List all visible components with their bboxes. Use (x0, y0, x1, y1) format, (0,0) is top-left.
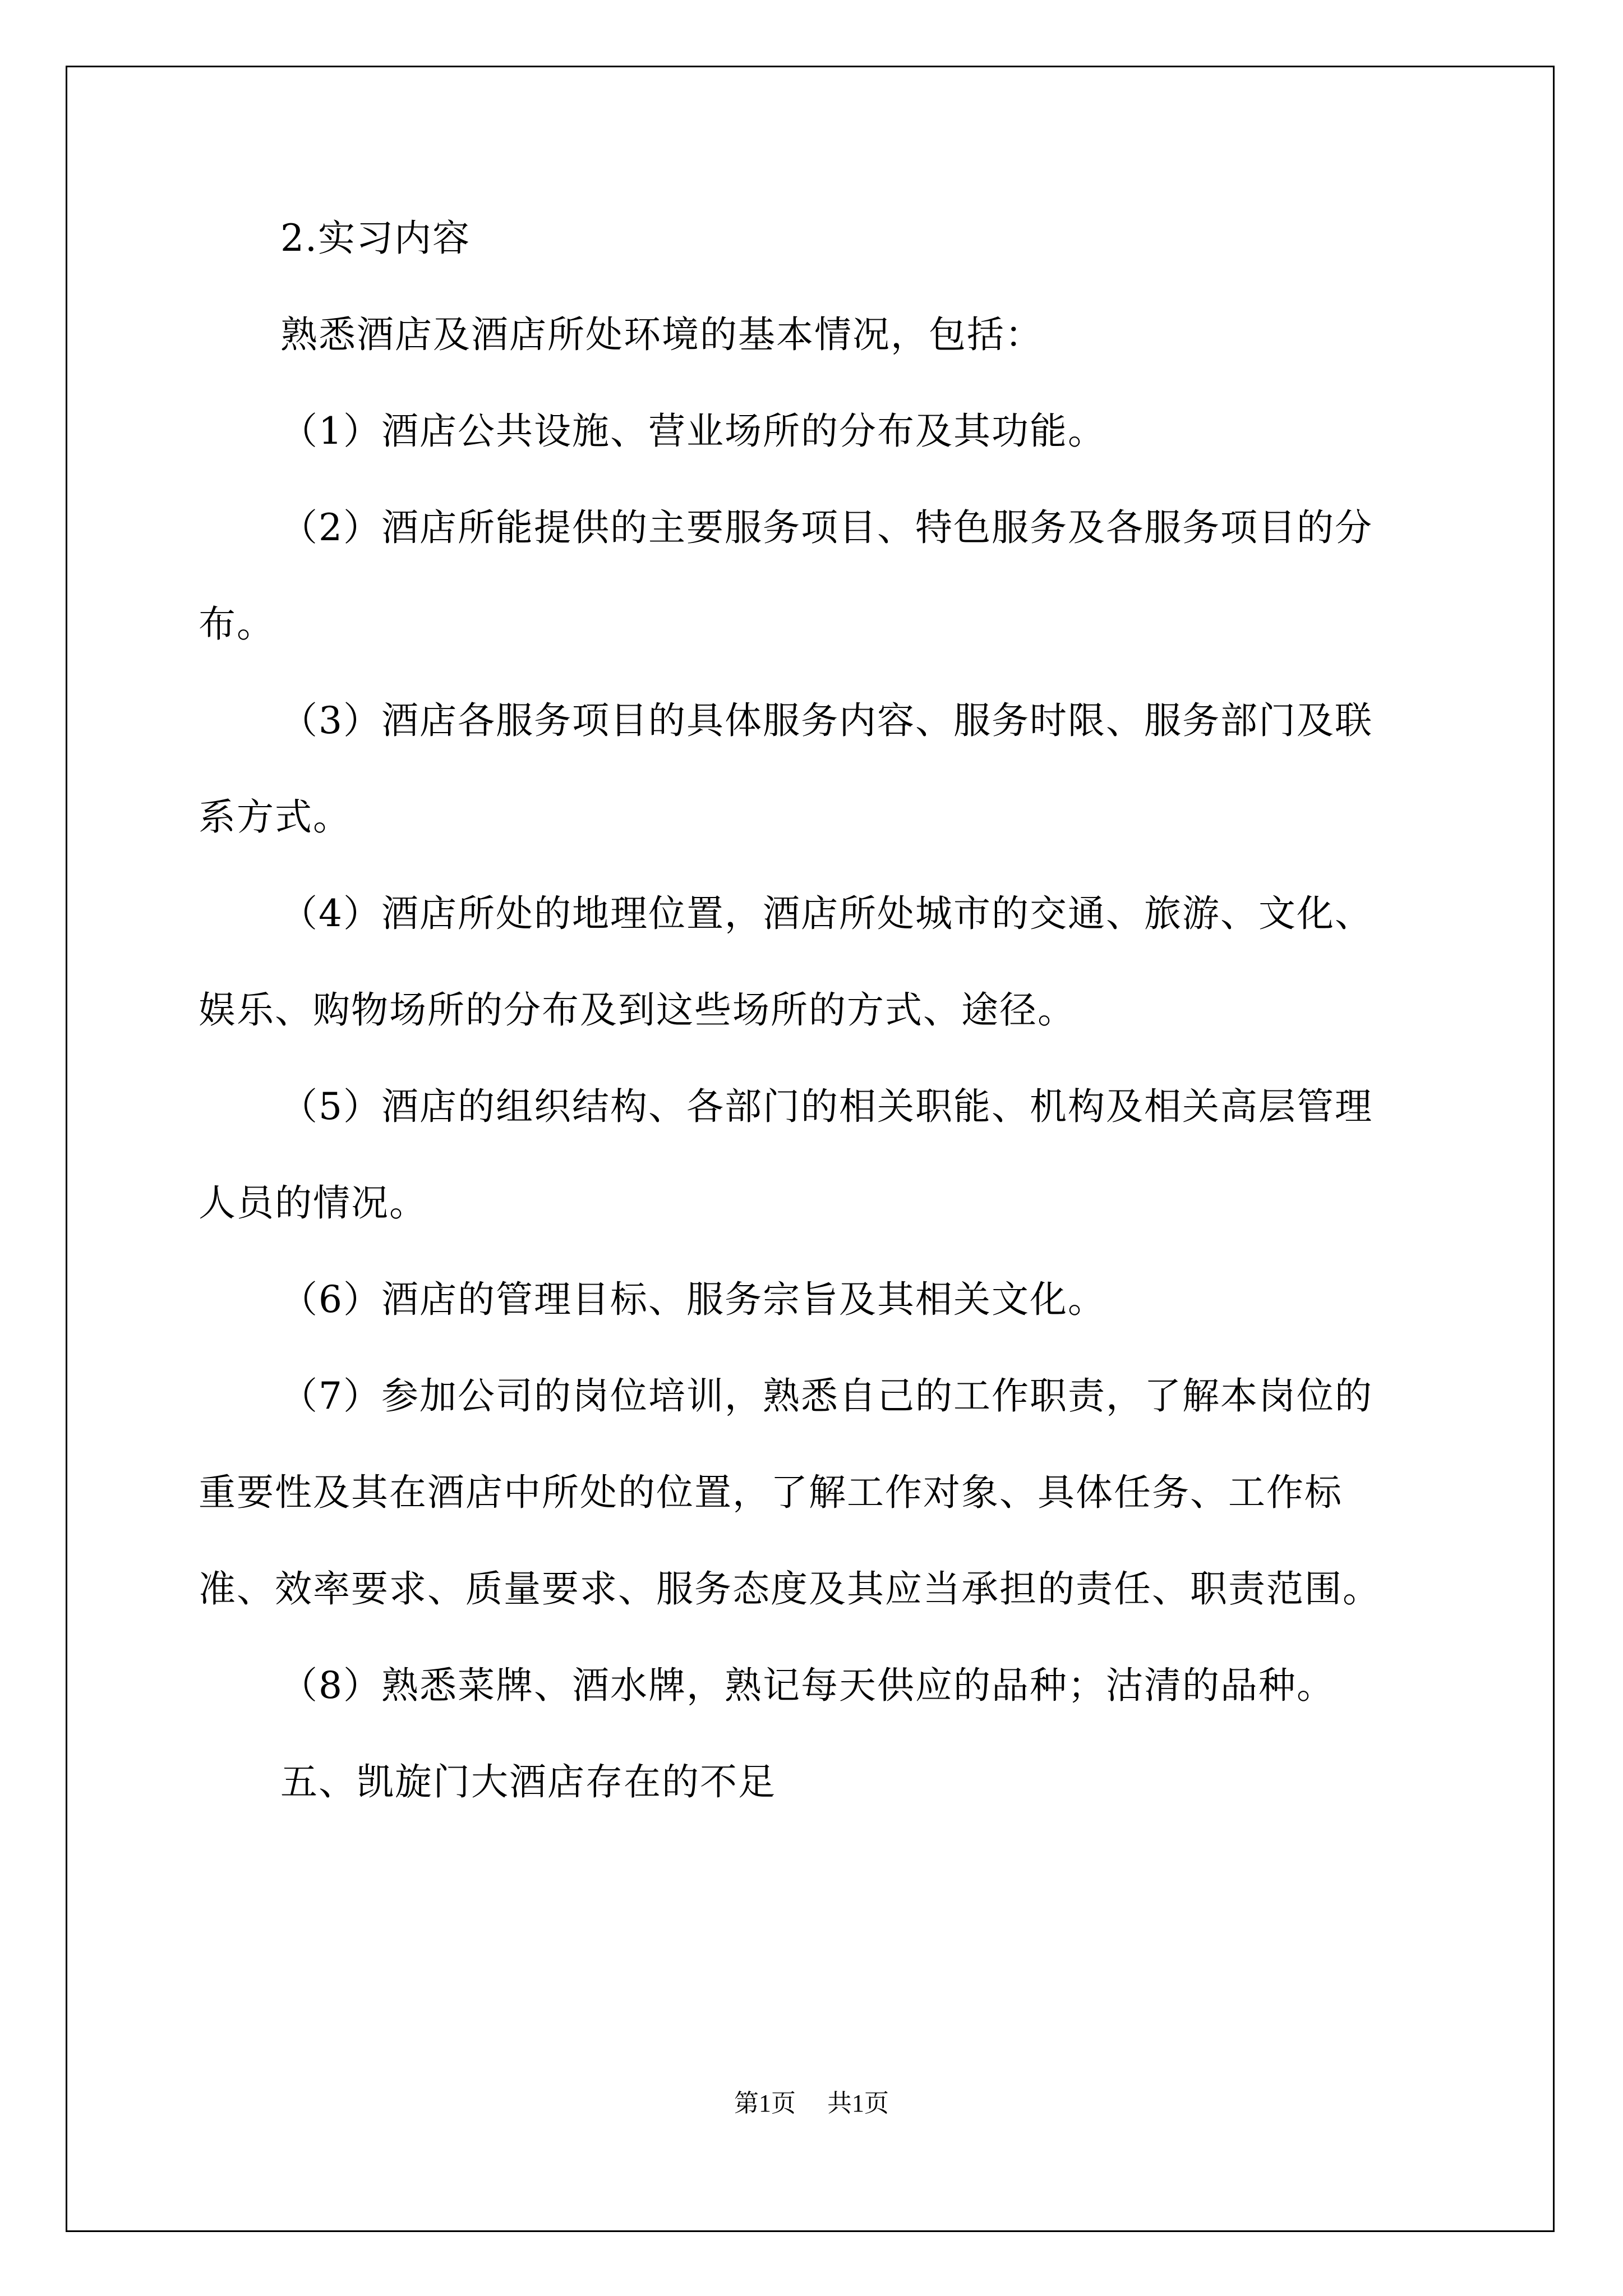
page-number: 第1页 (734, 2090, 796, 2117)
page-footer (0, 2087, 1623, 2120)
list-item-6: （6）酒店的管理目标、服务宗旨及其相关文化。 (280, 1278, 1106, 1321)
paragraph-line: 熟悉酒店及酒店所处环境的基本情况，包括： (280, 313, 1043, 356)
list-item-7-continued: 准、效率要求、质量要求、服务态度及其应当承担的责任、职责范围。 (199, 1567, 1381, 1611)
list-item-4: （4）酒店所处的地理位置，酒店所处城市的交通、旅游、文化、 (280, 892, 1373, 935)
list-item-3-continued: 系方式。 (199, 795, 351, 839)
list-item-8: （8）熟悉菜牌、酒水牌，熟记每天供应的品种；沽清的品种。 (280, 1664, 1335, 1707)
list-item-5: （5）酒店的组织结构、各部门的相关职能、机构及相关高层管理 (280, 1085, 1373, 1128)
list-item-7: （7）参加公司的岗位培训，熟悉自己的工作职责，了解本岗位的 (280, 1374, 1373, 1418)
list-item-4-continued: 娱乐、购物场所的分布及到这些场所的方式、途径。 (199, 988, 1076, 1032)
page-total: 共1页 (827, 2090, 889, 2117)
section-heading: 2.实习内容 (280, 217, 471, 260)
list-item-5-continued: 人员的情况。 (199, 1181, 427, 1225)
page-border (66, 66, 1555, 2232)
list-item-2: （2）酒店所能提供的主要服务项目、特色服务及各服务项目的分 (280, 506, 1373, 549)
list-item-2-continued: 布。 (199, 602, 275, 646)
section-heading: 五、凯旋门大酒店存在的不足 (280, 1760, 776, 1803)
list-item-7-continued: 重要性及其在酒店中所处的位置，了解工作对象、具体任务、工作标 (199, 1471, 1343, 1514)
list-item-1: （1）酒店公共设施、营业场所的分布及其功能。 (280, 409, 1106, 453)
list-item-3: （3）酒店各服务项目的具体服务内容、服务时限、服务部门及联 (280, 699, 1373, 742)
